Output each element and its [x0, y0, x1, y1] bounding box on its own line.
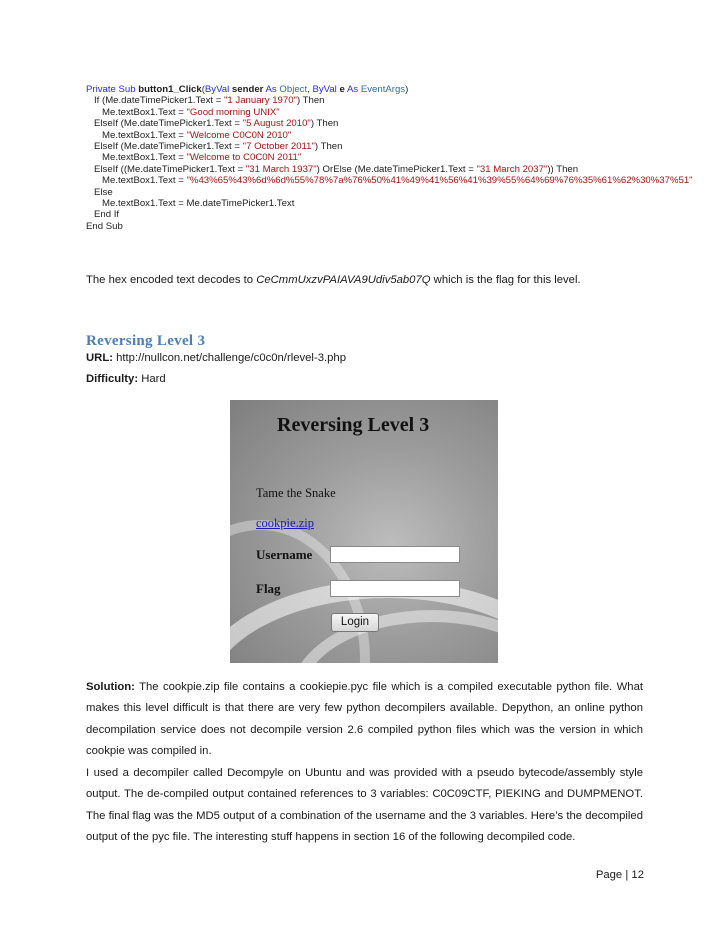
- flag-value: CeCmmUxzvPAIAVA9Udiv5ab07Q: [256, 274, 431, 286]
- code-line: Me.textBox1.Text = "Welcome C0C0N 2010": [86, 129, 292, 141]
- code-line: End If: [86, 209, 120, 221]
- solution-paragraph: Solution: The cookpie.zip file contains a cookiepie.pyc file which is a compiled executable python file. What makes this level difficult is that there are very few python decompilers available. Depython, an online python decompilation service does not decompile version 2.6 compiled python files which was the version in which cookpie was compiled in.: [86, 681, 643, 758]
- flag-input[interactable]: [330, 580, 460, 597]
- challenge-screenshot: [230, 400, 498, 663]
- page-number: Page | 12: [595, 869, 644, 881]
- url-line: URL: http://nullcon.net/challenge/c0c0n/rlevel-3.php: [86, 352, 346, 364]
- code-line: ElseIf ((Me.dateTimePicker1.Text = "31 March 1937") OrElse (Me.dateTimePicker1.Text = "31 March 2037")) Then: [86, 163, 579, 175]
- challenge-url: http://nullcon.net/challenge/c0c0n/rlevel-3.php: [112, 352, 346, 364]
- code-line: Private Sub button1_Click(ByVal sender As Object, ByVal e As EventArgs): [86, 84, 409, 95]
- code-line: Me.textBox1.Text = Me.dateTimePicker1.Text: [86, 198, 295, 210]
- code-line: Else: [86, 186, 113, 198]
- code-line: Me.textBox1.Text = "Welcome to C0C0N 2011": [86, 152, 302, 164]
- code-line: If (Me.dateTimePicker1.Text = "1 January 1970") Then: [86, 95, 325, 107]
- login-button[interactable]: Login: [331, 613, 379, 632]
- code-line: Me.textBox1.Text = "Good morning UNIX": [86, 106, 280, 118]
- code-snippet: [86, 84, 706, 232]
- challenge-tagline: Tame the Snake: [256, 486, 336, 500]
- code-line: ElseIf (Me.dateTimePicker1.Text = "5 August 2010") Then: [86, 118, 339, 130]
- username-input[interactable]: [330, 546, 460, 563]
- decode-paragraph: The hex encoded text decodes to CeCmmUxzvPAIAVA9Udiv5ab07Q which is the flag for this level.: [86, 274, 581, 286]
- download-link[interactable]: cookpie.zip: [256, 516, 314, 530]
- difficulty-line: Difficulty: Hard: [86, 373, 166, 385]
- code-line: ElseIf (Me.dateTimePicker1.Text = "7 October 2011") Then: [86, 141, 343, 153]
- decompyle-paragraph: I used a decompiler called Decompyle on Ubuntu and was provided with a pseudo bytecode/assembly style output. The de-compiled output contained references to 3 variables: C0C09CTF, PIEKING and DUMPMENOT. The final flag was the MD5 output of a combination of the username and the 3 variables. Here’s the decompiled output of the pyc file. The interesting stuff happens in section 16 of the following decompiled code.: [86, 767, 643, 844]
- section-heading: Reversing Level 3: [86, 333, 206, 349]
- challenge-title: Reversing Level 3: [277, 414, 430, 436]
- flag-label: Flag: [256, 581, 281, 596]
- code-line: Me.textBox1.Text = "%43%65%43%6d%6d%55%78%7a%76%50%41%49%41%56%41%39%55%64%69%76%35%61%62%30%37%51": [86, 175, 693, 187]
- code-line: End Sub: [86, 220, 123, 232]
- username-label: Username: [256, 547, 313, 562]
